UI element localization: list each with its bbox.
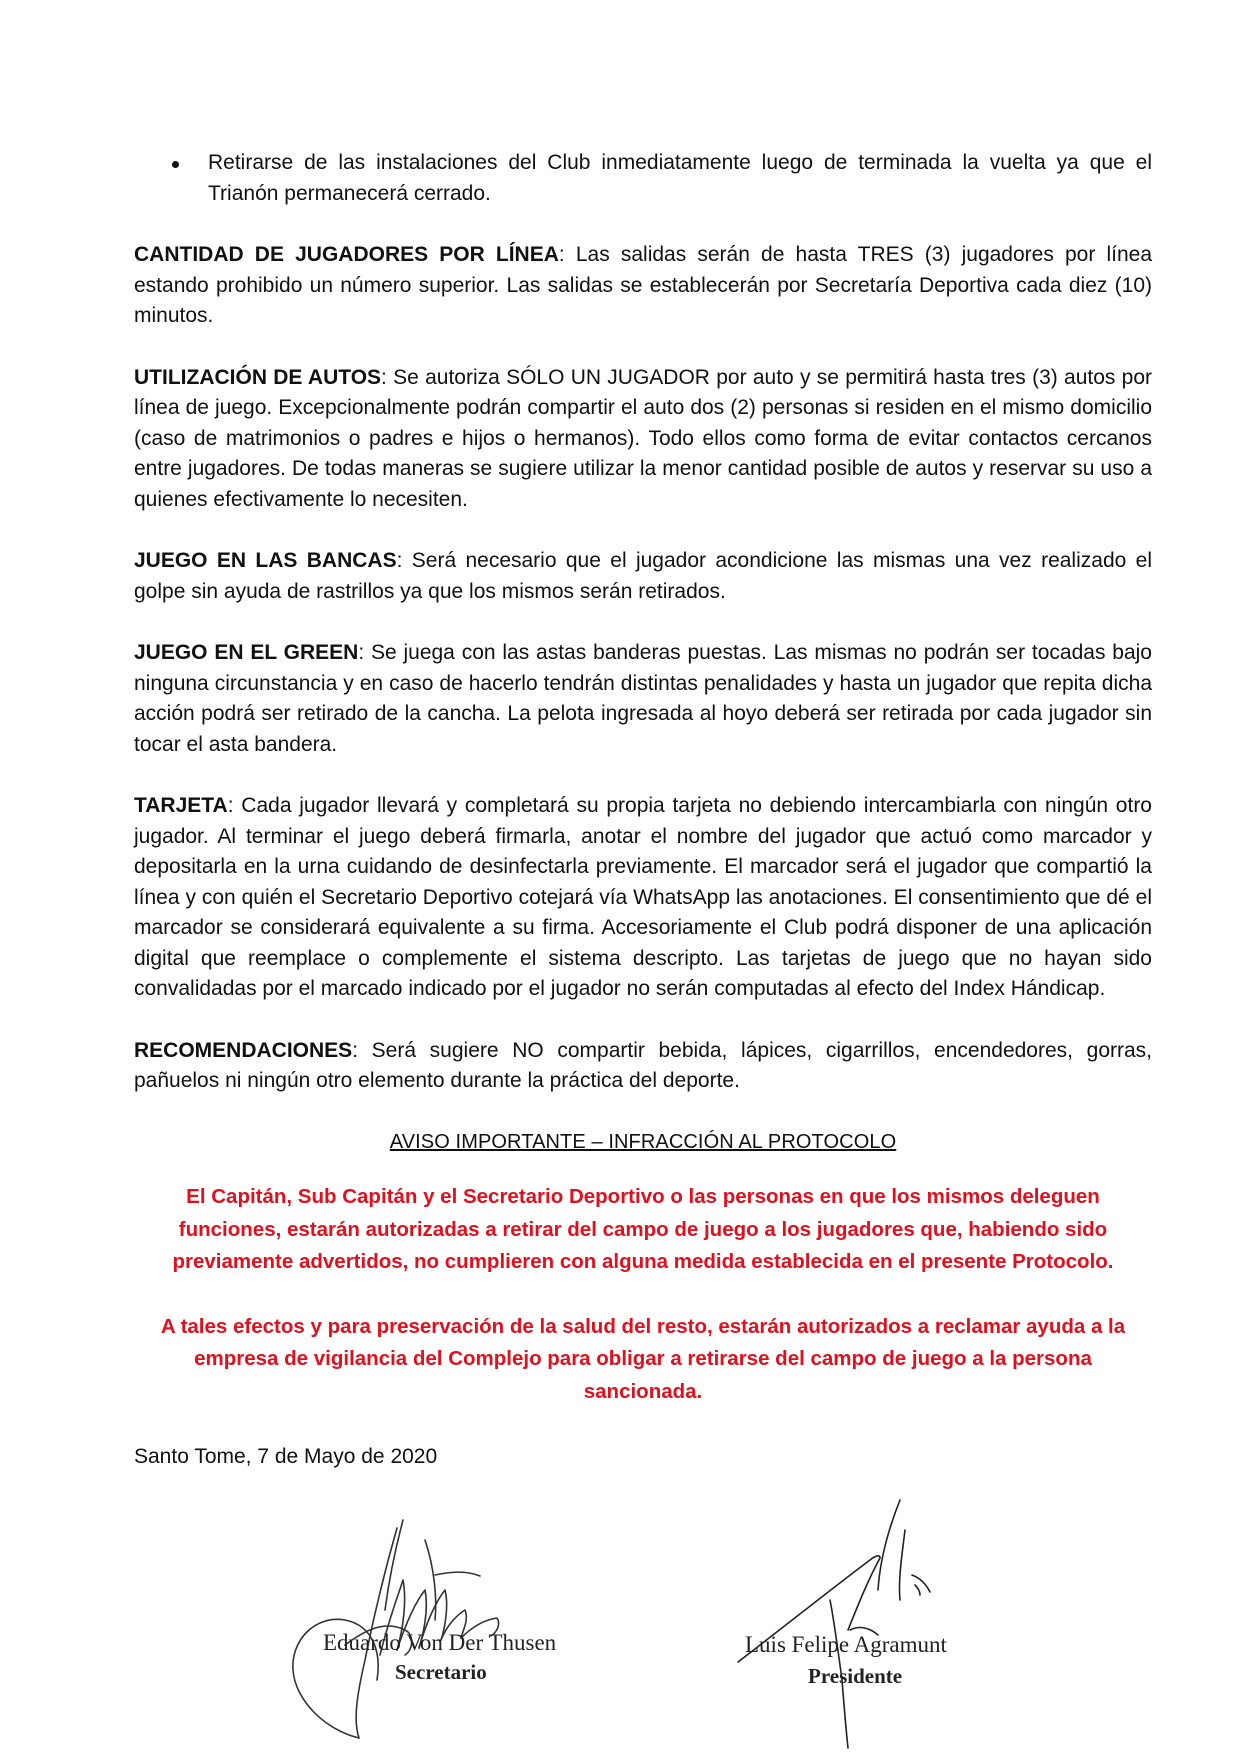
- section-heading: JUEGO EN EL GREEN: [134, 641, 359, 664]
- section-jugadores-por-linea: [134, 240, 1152, 332]
- signature-name: Eduardo Von Der Thusen: [323, 1630, 557, 1655]
- bullet-item: [134, 148, 1152, 209]
- section-body: : Será sugiere NO compartir bebida, lápices, cigarrillos, encendedores, gorras, pañuelos ni ningún otro elemento durante la práctica del deporte.: [134, 1038, 1152, 1092]
- handwritten-signature-icon: [285, 1480, 605, 1754]
- section-juego-bancas: [134, 546, 1152, 607]
- bullet-text: Retirarse de las instalaciones del Club inmediatamente luego de terminada la vuelta ya que el Trianón permanecerá cerrado.: [208, 151, 1152, 205]
- document-body: [134, 148, 1152, 1473]
- section-tarjeta: [134, 791, 1152, 1005]
- section-body: : Cada jugador llevará y completará su propia tarjeta no debiendo intercambiarla con ningún otro jugador. Al terminar el juego deberá firmarla, anotar el nombre del jugador que actuó como marcador y depositarla en la urna cuidando de desinfectarla previamente. El marcador será el jugador que compartió la línea y con quién el Secretario Deportivo cotejará vía WhatsApp las anotaciones. El consentimiento que dé el marcador se considerará equivalente a su firma. Accesoriamente el Club podrá disponer de una aplicación digital que reemplace o complemente el sistema descripto. Las tarjetas de juego que no hayan sido convalidadas por el marcado indicado por el jugador no serán computadas al efecto del Index Hándicap.: [134, 794, 1152, 1000]
- signature-role: Secretario: [395, 1660, 487, 1684]
- signature-secretario: [285, 1480, 605, 1754]
- section-body: : Se juega con las astas banderas puestas. Las mismas no podrán ser tocadas bajo ninguna circunstancia y en caso de hacerlo tendrán distintas penalidades y hasta un jugador que repita dicha acción podrá ser retirado de la cancha. La pelota ingresada al hoyo deberá ser retirada por cada jugador sin tocar el asta bandera.: [134, 641, 1152, 756]
- handwritten-signature-icon: [730, 1480, 1010, 1754]
- section-heading: CANTIDAD DE JUGADORES POR LÍNEA: [134, 243, 559, 266]
- section-recomendaciones: [134, 1036, 1152, 1097]
- place-date: Santo Tome, 7 de Mayo de 2020: [134, 1445, 438, 1468]
- bullet-list: [134, 148, 1152, 209]
- signature-presidente: [730, 1480, 1010, 1754]
- notice-paragraph: El Capitán, Sub Capitán y el Secretario Deportivo o las personas en que los mismos deleguen funciones, estarán autorizadas a retirar del campo de juego a los jugadores que, habiendo sido previamente advertidos, no cumplieren con alguna medida establecida en el presente Protocolo.: [172, 1185, 1114, 1273]
- section-body: : Se autoriza SÓLO UN JUGADOR por auto y se permitirá hasta tres (3) autos por línea de juego. Excepcionalmente podrán compartir el auto dos (2) personas si residen en el mismo domicilio (caso de matrimonios o padres e hijos o hermanos). Todo ellos como forma de evitar contactos cercanos entre jugadores. De todas maneras se sugiere utilizar la menor cantidad posible de autos y reservar su uso a quienes efectivamente lo necesiten.: [134, 365, 1152, 511]
- signature-role: Presidente: [808, 1664, 903, 1688]
- section-heading: JUEGO EN LAS BANCAS: [134, 549, 397, 572]
- section-heading: TARJETA: [134, 794, 228, 817]
- section-body: : Será necesario que el jugador acondicione las mismas una vez realizado el golpe sin ayuda de rastrillos ya que los mismos serán retirados.: [134, 549, 1152, 603]
- notice-title: AVISO IMPORTANTE – INFRACCIÓN AL PROTOCOLO: [389, 1130, 897, 1153]
- section-heading: UTILIZACIÓN DE AUTOS: [134, 365, 382, 389]
- section-body: : Las salidas serán de hasta TRES (3) jugadores por línea estando prohibido un número superior. Las salidas se establecerán por Secretaría Deportiva cada diez (10) minutos.: [134, 243, 1152, 327]
- signature-area: [0, 1480, 1241, 1754]
- section-juego-green: [134, 638, 1152, 760]
- section-utilizacion-autos: [134, 363, 1152, 516]
- section-heading: RECOMENDACIONES: [134, 1038, 353, 1062]
- notice-paragraph: A tales efectos y para preservación de la salud del resto, estarán autorizados a reclamar ayuda a la empresa de vigilancia del Complejo para obligar a retirarse del campo de juego a la persona sancionada.: [160, 1314, 1126, 1403]
- bullet-dot-icon: [172, 161, 179, 168]
- signature-name: Luis Felipe Agramunt: [745, 1632, 947, 1657]
